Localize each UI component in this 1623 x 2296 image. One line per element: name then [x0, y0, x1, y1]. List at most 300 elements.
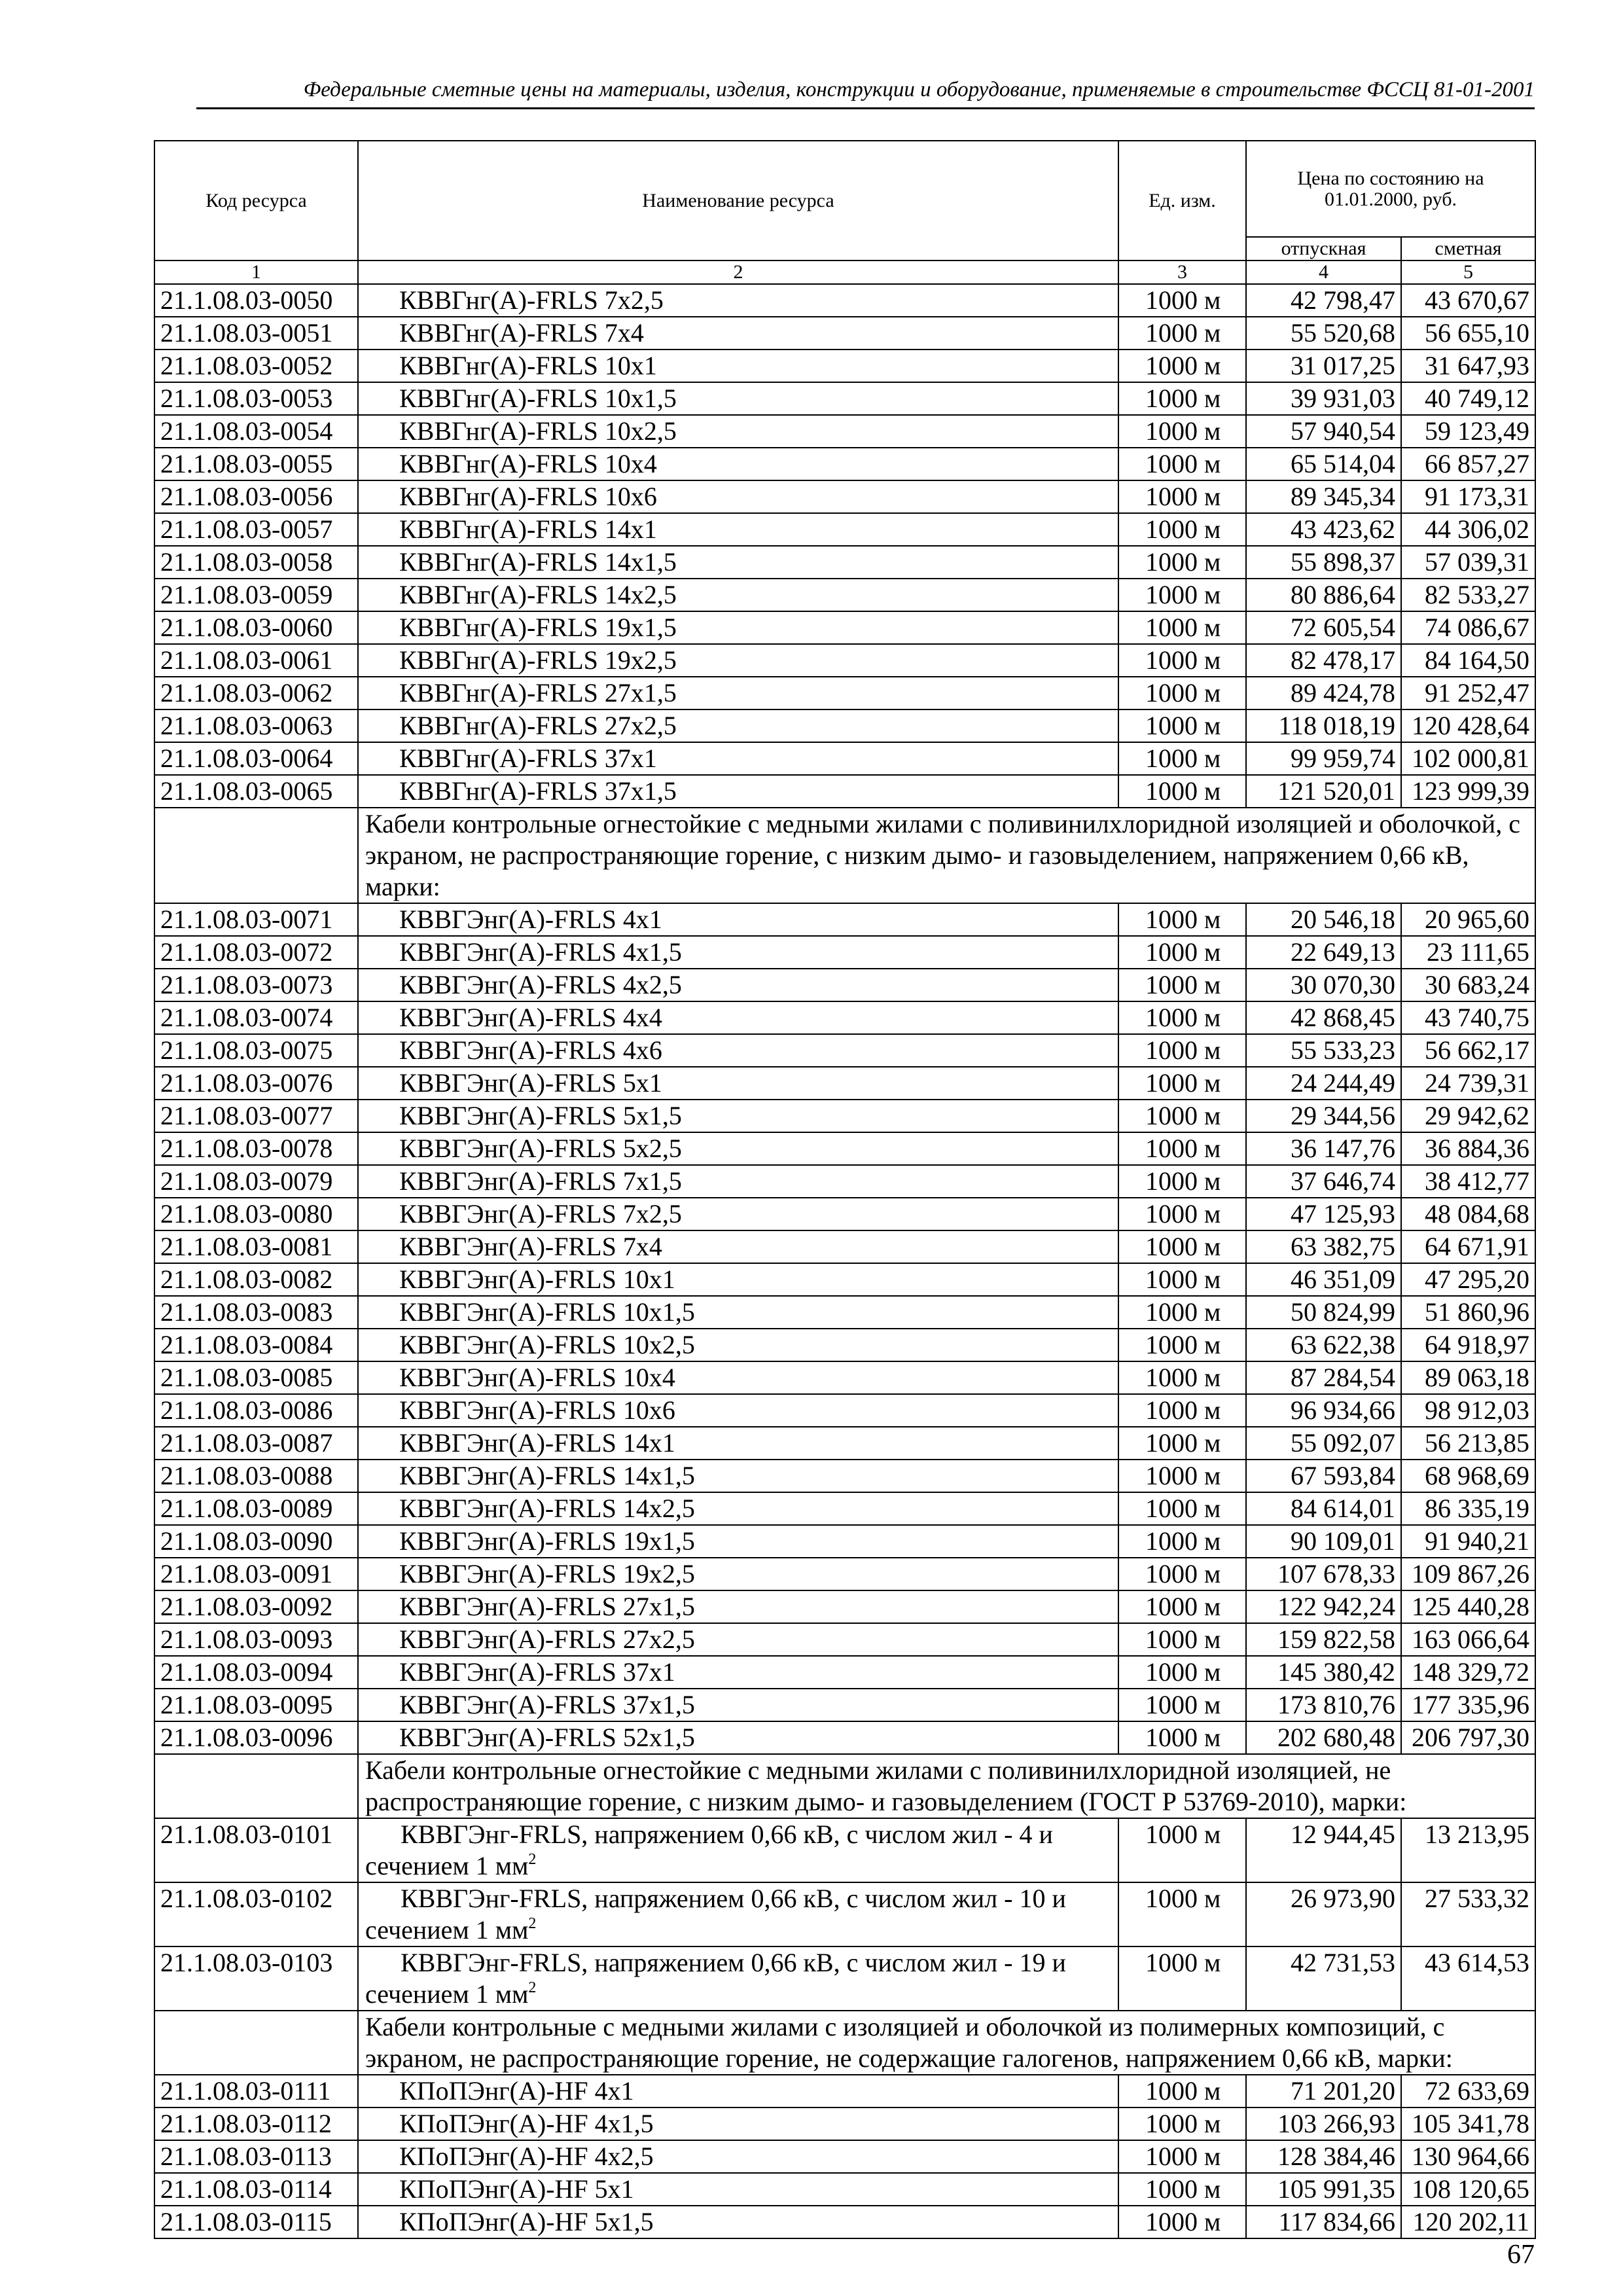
unit-of-measure: 1000 м: [1118, 1132, 1246, 1165]
table-row: [154, 2140, 1535, 2173]
table-row: [154, 579, 1535, 611]
price-table: [154, 140, 1536, 2239]
table-row: [154, 284, 1535, 317]
estimate-price: 123 999,39: [1401, 775, 1535, 808]
release-price: 55 898,37: [1246, 546, 1401, 579]
resource-name: КВВГЭнг(А)-FRLS 10х1,5: [358, 1296, 1118, 1329]
resource-name: КВВГнг(А)-FRLS 7х2,5: [358, 284, 1118, 317]
release-price: 50 824,99: [1246, 1296, 1401, 1329]
release-price: 55 092,07: [1246, 1427, 1401, 1460]
estimate-price: 98 912,03: [1401, 1394, 1535, 1427]
table-row: [154, 1296, 1535, 1329]
resource-code: 21.1.08.03-0085: [154, 1361, 358, 1394]
release-price: 145 380,42: [1246, 1656, 1401, 1689]
unit-superscript: 2: [528, 1979, 537, 1996]
resource-name: КВВГЭнг(А)-FRLS 19х2,5: [358, 1558, 1118, 1590]
resource-name: КВВГЭнг(А)-FRLS 19х1,5: [358, 1525, 1118, 1558]
resource-name: КВВГЭнг(А)-FRLS 27х2,5: [358, 1623, 1118, 1656]
unit-of-measure: 1000 м: [1118, 775, 1246, 808]
resource-code: 21.1.08.03-0060: [154, 611, 358, 644]
resource-name-main: КВВГЭнг-FRLS, напряжением 0,66 кВ, с числом жил - 10 и сечением 1 мм: [365, 1884, 1066, 1945]
table-row: [154, 903, 1535, 936]
estimate-price: 56 662,17: [1401, 1034, 1535, 1067]
estimate-price: 24 739,31: [1401, 1067, 1535, 1100]
resource-code: 21.1.08.03-0102: [154, 1882, 358, 1946]
release-price: 72 605,54: [1246, 611, 1401, 644]
estimate-price: 206 797,30: [1401, 1721, 1535, 1754]
estimate-price: 91 173,31: [1401, 480, 1535, 513]
release-price: 87 284,54: [1246, 1361, 1401, 1394]
unit-of-measure: 1000 м: [1118, 1689, 1246, 1721]
resource-name: КПоПЭнг(А)-HF 5х1,5: [358, 2206, 1118, 2238]
resource-code: 21.1.08.03-0063: [154, 709, 358, 742]
resource-code: 21.1.08.03-0062: [154, 677, 358, 709]
resource-name-text: [365, 1883, 1113, 1946]
resource-name: КВВГнг(А)-FRLS 19х2,5: [358, 644, 1118, 677]
column-number: 5: [1401, 260, 1535, 284]
unit-of-measure: 1000 м: [1118, 969, 1246, 1001]
section-empty-cell: [154, 808, 358, 903]
column-number: 4: [1246, 260, 1401, 284]
resource-name: КВВГнг(А)-FRLS 19х1,5: [358, 611, 1118, 644]
estimate-price: 66 857,27: [1401, 448, 1535, 480]
resource-code: 21.1.08.03-0071: [154, 903, 358, 936]
table-row: [154, 1818, 1535, 1882]
release-price: 71 201,20: [1246, 2075, 1401, 2108]
table-row: [154, 775, 1535, 808]
estimate-price: 38 412,77: [1401, 1165, 1535, 1198]
column-number: 2: [358, 260, 1118, 284]
unit-of-measure: 1000 м: [1118, 1558, 1246, 1590]
release-price: 117 834,66: [1246, 2206, 1401, 2238]
resource-code: 21.1.08.03-0084: [154, 1329, 358, 1361]
table-row: [154, 1067, 1535, 1100]
resource-name: КВВГнг(А)-FRLS 27х2,5: [358, 709, 1118, 742]
estimate-price: 20 965,60: [1401, 903, 1535, 936]
resource-code: 21.1.08.03-0093: [154, 1623, 358, 1656]
unit-of-measure: 1000 м: [1118, 1460, 1246, 1492]
estimate-price: 177 335,96: [1401, 1689, 1535, 1721]
unit-of-measure: 1000 м: [1118, 350, 1246, 382]
release-price: 118 018,19: [1246, 709, 1401, 742]
table-row: [154, 709, 1535, 742]
resource-name: КВВГЭнг(А)-FRLS 52х1,5: [358, 1721, 1118, 1754]
release-price: 107 678,33: [1246, 1558, 1401, 1590]
resource-name: КПоПЭнг(А)-HF 4х1,5: [358, 2108, 1118, 2140]
unit-of-measure: 1000 м: [1118, 1656, 1246, 1689]
resource-name: КВВГнг(А)-FRLS 10х6: [358, 480, 1118, 513]
unit-of-measure: 1000 м: [1118, 480, 1246, 513]
resource-name: КВВГнг(А)-FRLS 10х2,5: [358, 415, 1118, 448]
resource-code: 21.1.08.03-0075: [154, 1034, 358, 1067]
resource-name: КВВГнг(А)-FRLS 7х4: [358, 317, 1118, 350]
release-price: 47 125,93: [1246, 1198, 1401, 1230]
table-row: [154, 969, 1535, 1001]
column-number: 3: [1118, 260, 1246, 284]
resource-name: [358, 1946, 1118, 2011]
table-row: [154, 2075, 1535, 2108]
table-row: [154, 480, 1535, 513]
resource-name: КВВГнг(А)-FRLS 14х2,5: [358, 579, 1118, 611]
resource-name: КВВГЭнг(А)-FRLS 10х2,5: [358, 1329, 1118, 1361]
resource-code: 21.1.08.03-0059: [154, 579, 358, 611]
header-unit: Ед. изм.: [1118, 141, 1246, 260]
table-row: [154, 1132, 1535, 1165]
resource-code: 21.1.08.03-0103: [154, 1946, 358, 2011]
release-price: 105 991,35: [1246, 2173, 1401, 2206]
unit-of-measure: 1000 м: [1118, 1525, 1246, 1558]
unit-of-measure: 1000 м: [1118, 1001, 1246, 1034]
running-header: Федеральные сметные цены на материалы, изделия, конструкции и оборудование, применяемые в строительстве ФССЦ 81-01-2001: [303, 78, 1535, 101]
estimate-price: 31 647,93: [1401, 350, 1535, 382]
release-price: 80 886,64: [1246, 579, 1401, 611]
header-price: Цена по состоянию на 01.01.2000, руб.: [1246, 141, 1535, 237]
estimate-price: 109 867,26: [1401, 1558, 1535, 1590]
section-header-row: [154, 808, 1535, 903]
resource-code: 21.1.08.03-0090: [154, 1525, 358, 1558]
release-price: 103 266,93: [1246, 2108, 1401, 2140]
resource-name: КПоПЭнг(А)-HF 4х1: [358, 2075, 1118, 2108]
resource-name: КВВГЭнг(А)-FRLS 5х1,5: [358, 1100, 1118, 1132]
estimate-price: 148 329,72: [1401, 1656, 1535, 1689]
table-row: [154, 1230, 1535, 1263]
section-title: Кабели контрольные огнестойкие с медными жилами с поливинилхлоридной изоляцией, не распространяющие горение, с низким дымо- и газовыделением (ГОСТ Р 53769-2010), марки:: [358, 1754, 1535, 1818]
unit-of-measure: 1000 м: [1118, 2075, 1246, 2108]
resource-code: 21.1.08.03-0115: [154, 2206, 358, 2238]
section-header-row: [154, 1754, 1535, 1818]
estimate-price: 36 884,36: [1401, 1132, 1535, 1165]
table-row: [154, 2206, 1535, 2238]
resource-name-text: [365, 1947, 1113, 2010]
release-price: 37 646,74: [1246, 1165, 1401, 1198]
release-price: 121 520,01: [1246, 775, 1401, 808]
resource-name: КВВГЭнг(А)-FRLS 10х6: [358, 1394, 1118, 1427]
release-price: 96 934,66: [1246, 1394, 1401, 1427]
unit-of-measure: 1000 м: [1118, 1100, 1246, 1132]
estimate-price: 47 295,20: [1401, 1263, 1535, 1296]
resource-name: КВВГЭнг(А)-FRLS 10х1: [358, 1263, 1118, 1296]
unit-superscript: 2: [528, 1915, 537, 1932]
unit-of-measure: 1000 м: [1118, 1198, 1246, 1230]
unit-of-measure: 1000 м: [1118, 1623, 1246, 1656]
resource-code: 21.1.08.03-0058: [154, 546, 358, 579]
resource-name: КВВГнг(А)-FRLS 27х1,5: [358, 677, 1118, 709]
header-estimate: сметная: [1401, 237, 1535, 260]
resource-name: КВВГЭнг(А)-FRLS 14х1: [358, 1427, 1118, 1460]
release-price: 20 546,18: [1246, 903, 1401, 936]
release-price: 159 822,58: [1246, 1623, 1401, 1656]
estimate-price: 102 000,81: [1401, 742, 1535, 775]
unit-of-measure: 1000 м: [1118, 936, 1246, 969]
estimate-price: 120 202,11: [1401, 2206, 1535, 2238]
resource-name-main: КВВГЭнг-FRLS, напряжением 0,66 кВ, с числом жил - 4 и сечением 1 мм: [365, 1820, 1053, 1880]
resource-code: 21.1.08.03-0074: [154, 1001, 358, 1034]
unit-of-measure: 1000 м: [1118, 448, 1246, 480]
estimate-price: 27 533,32: [1401, 1882, 1535, 1946]
resource-name: КВВГнг(А)-FRLS 10х1,5: [358, 382, 1118, 415]
resource-code: 21.1.08.03-0101: [154, 1818, 358, 1882]
release-price: 89 345,34: [1246, 480, 1401, 513]
resource-name: КВВГЭнг(А)-FRLS 10х4: [358, 1361, 1118, 1394]
resource-name: КВВГЭнг(А)-FRLS 4х1: [358, 903, 1118, 936]
unit-of-measure: 1000 м: [1118, 2173, 1246, 2206]
unit-of-measure: 1000 м: [1118, 742, 1246, 775]
unit-of-measure: 1000 м: [1118, 415, 1246, 448]
release-price: 39 931,03: [1246, 382, 1401, 415]
estimate-price: 57 039,31: [1401, 546, 1535, 579]
unit-of-measure: 1000 м: [1118, 2206, 1246, 2238]
table-row: [154, 742, 1535, 775]
resource-code: 21.1.08.03-0111: [154, 2075, 358, 2108]
unit-of-measure: 1000 м: [1118, 513, 1246, 546]
estimate-price: 44 306,02: [1401, 513, 1535, 546]
estimate-price: 84 164,50: [1401, 644, 1535, 677]
resource-name: КВВГЭнг(А)-FRLS 7х1,5: [358, 1165, 1118, 1198]
section-title: Кабели контрольные с медными жилами с изоляцией и оболочкой из полимерных композиций, с экраном, не распространяющие горение, не содержащие галогенов, напряжением 0,66 кВ, марки:: [358, 2011, 1535, 2075]
release-price: 55 533,23: [1246, 1034, 1401, 1067]
resource-code: 21.1.08.03-0072: [154, 936, 358, 969]
resource-code: 21.1.08.03-0061: [154, 644, 358, 677]
estimate-price: 43 740,75: [1401, 1001, 1535, 1034]
estimate-price: 56 213,85: [1401, 1427, 1535, 1460]
estimate-price: 29 942,62: [1401, 1100, 1535, 1132]
resource-code: 21.1.08.03-0082: [154, 1263, 358, 1296]
table-row: [154, 448, 1535, 480]
resource-code: 21.1.08.03-0091: [154, 1558, 358, 1590]
release-price: 63 382,75: [1246, 1230, 1401, 1263]
unit-of-measure: 1000 м: [1118, 1067, 1246, 1100]
resource-name-text: [365, 1819, 1113, 1882]
table-row: [154, 1460, 1535, 1492]
section-empty-cell: [154, 2011, 358, 2075]
estimate-price: 30 683,24: [1401, 969, 1535, 1001]
release-price: 82 478,17: [1246, 644, 1401, 677]
release-price: 24 244,49: [1246, 1067, 1401, 1100]
release-price: 55 520,68: [1246, 317, 1401, 350]
estimate-price: 163 066,64: [1401, 1623, 1535, 1656]
resource-code: 21.1.08.03-0053: [154, 382, 358, 415]
resource-name: КВВГЭнг(А)-FRLS 4х1,5: [358, 936, 1118, 969]
header-name: Наименование ресурса: [358, 141, 1118, 260]
table-row: [154, 382, 1535, 415]
resource-code: 21.1.08.03-0083: [154, 1296, 358, 1329]
estimate-price: 105 341,78: [1401, 2108, 1535, 2140]
header-rule: [196, 107, 1535, 109]
release-price: 67 593,84: [1246, 1460, 1401, 1492]
estimate-price: 64 918,97: [1401, 1329, 1535, 1361]
resource-name: КВВГЭнг(А)-FRLS 37х1: [358, 1656, 1118, 1689]
estimate-price: 74 086,67: [1401, 611, 1535, 644]
release-price: 90 109,01: [1246, 1525, 1401, 1558]
unit-of-measure: 1000 м: [1118, 1394, 1246, 1427]
table-row: [154, 1558, 1535, 1590]
resource-name: КВВГнг(А)-FRLS 14х1,5: [358, 546, 1118, 579]
resource-code: 21.1.08.03-0114: [154, 2173, 358, 2206]
resource-code: 21.1.08.03-0056: [154, 480, 358, 513]
table-row: [154, 1198, 1535, 1230]
resource-name: КВВГЭнг(А)-FRLS 4х2,5: [358, 969, 1118, 1001]
resource-name-main: КВВГЭнг-FRLS, напряжением 0,66 кВ, с числом жил - 19 и сечением 1 мм: [365, 1948, 1066, 2009]
table-row: [154, 546, 1535, 579]
table-row: [154, 1001, 1535, 1034]
resource-code: 21.1.08.03-0086: [154, 1394, 358, 1427]
table-row: [154, 1590, 1535, 1623]
resource-name: КВВГнг(А)-FRLS 14х1: [358, 513, 1118, 546]
release-price: 99 959,74: [1246, 742, 1401, 775]
estimate-price: 51 860,96: [1401, 1296, 1535, 1329]
table-row: [154, 936, 1535, 969]
estimate-price: 91 940,21: [1401, 1525, 1535, 1558]
table-row: [154, 1525, 1535, 1558]
resource-code: 21.1.08.03-0096: [154, 1721, 358, 1754]
estimate-price: 64 671,91: [1401, 1230, 1535, 1263]
release-price: 42 798,47: [1246, 284, 1401, 317]
unit-of-measure: 1000 м: [1118, 1818, 1246, 1882]
resource-code: 21.1.08.03-0080: [154, 1198, 358, 1230]
header-code: Код ресурса: [154, 141, 358, 260]
resource-code: 21.1.08.03-0076: [154, 1067, 358, 1100]
unit-of-measure: 1000 м: [1118, 382, 1246, 415]
estimate-price: 56 655,10: [1401, 317, 1535, 350]
table-row: [154, 644, 1535, 677]
resource-name: КПоПЭнг(А)-HF 4х2,5: [358, 2140, 1118, 2173]
unit-of-measure: 1000 м: [1118, 2108, 1246, 2140]
release-price: 65 514,04: [1246, 448, 1401, 480]
release-price: 57 940,54: [1246, 415, 1401, 448]
unit-of-measure: 1000 м: [1118, 1230, 1246, 1263]
release-price: 36 147,76: [1246, 1132, 1401, 1165]
price-table-body: [154, 141, 1535, 2238]
resource-code: 21.1.08.03-0094: [154, 1656, 358, 1689]
resource-code: 21.1.08.03-0055: [154, 448, 358, 480]
resource-code: 21.1.08.03-0092: [154, 1590, 358, 1623]
resource-code: 21.1.08.03-0050: [154, 284, 358, 317]
table-row: [154, 1263, 1535, 1296]
table-row: [154, 1427, 1535, 1460]
unit-of-measure: 1000 м: [1118, 2140, 1246, 2173]
resource-name: КВВГЭнг(А)-FRLS 7х4: [358, 1230, 1118, 1263]
table-row: [154, 1329, 1535, 1361]
resource-code: 21.1.08.03-0065: [154, 775, 358, 808]
release-price: 84 614,01: [1246, 1492, 1401, 1525]
table-row: [154, 1946, 1535, 2011]
table-row: [154, 1623, 1535, 1656]
table-row: [154, 677, 1535, 709]
estimate-price: 43 614,53: [1401, 1946, 1535, 2011]
estimate-price: 120 428,64: [1401, 709, 1535, 742]
estimate-price: 43 670,67: [1401, 284, 1535, 317]
estimate-price: 91 252,47: [1401, 677, 1535, 709]
table-row: [154, 1165, 1535, 1198]
release-price: 31 017,25: [1246, 350, 1401, 382]
release-price: 12 944,45: [1246, 1818, 1401, 1882]
estimate-price: 68 968,69: [1401, 1460, 1535, 1492]
unit-of-measure: 1000 м: [1118, 1492, 1246, 1525]
estimate-price: 108 120,65: [1401, 2173, 1535, 2206]
resource-code: 21.1.08.03-0113: [154, 2140, 358, 2173]
unit-of-measure: 1000 м: [1118, 1034, 1246, 1067]
release-price: 30 070,30: [1246, 969, 1401, 1001]
resource-code: 21.1.08.03-0088: [154, 1460, 358, 1492]
resource-code: 21.1.08.03-0087: [154, 1427, 358, 1460]
unit-of-measure: 1000 м: [1118, 1263, 1246, 1296]
estimate-price: 86 335,19: [1401, 1492, 1535, 1525]
resource-code: 21.1.08.03-0073: [154, 969, 358, 1001]
section-title: Кабели контрольные огнестойкие с медными жилами с поливинилхлоридной изоляцией и оболочкой, с экраном, не распространяющие горение, с низким дымо- и газовыделением, напряжением 0,66 кВ, марки:: [358, 808, 1535, 903]
unit-of-measure: 1000 м: [1118, 611, 1246, 644]
table-row: [154, 415, 1535, 448]
table-row: [154, 1689, 1535, 1721]
unit-of-measure: 1000 м: [1118, 1361, 1246, 1394]
unit-of-measure: 1000 м: [1118, 1427, 1246, 1460]
table-row: [154, 1656, 1535, 1689]
unit-of-measure: 1000 м: [1118, 1721, 1246, 1754]
resource-code: 21.1.08.03-0051: [154, 317, 358, 350]
table-row: [154, 1394, 1535, 1427]
table-row: [154, 1361, 1535, 1394]
resource-code: 21.1.08.03-0078: [154, 1132, 358, 1165]
table-row: [154, 1100, 1535, 1132]
resource-name: КВВГЭнг(А)-FRLS 7х2,5: [358, 1198, 1118, 1230]
resource-code: 21.1.08.03-0064: [154, 742, 358, 775]
release-price: 202 680,48: [1246, 1721, 1401, 1754]
table-row: [154, 2108, 1535, 2140]
release-price: 43 423,62: [1246, 513, 1401, 546]
unit-of-measure: 1000 м: [1118, 1329, 1246, 1361]
column-number: 1: [154, 260, 358, 284]
resource-name: КВВГЭнг(А)-FRLS 14х2,5: [358, 1492, 1118, 1525]
unit-of-measure: 1000 м: [1118, 709, 1246, 742]
release-price: 122 942,24: [1246, 1590, 1401, 1623]
resource-code: 21.1.08.03-0095: [154, 1689, 358, 1721]
unit-of-measure: 1000 м: [1118, 644, 1246, 677]
resource-name: КВВГЭнг(А)-FRLS 5х1: [358, 1067, 1118, 1100]
resource-name: [358, 1818, 1118, 1882]
resource-name: [358, 1882, 1118, 1946]
release-price: 42 731,53: [1246, 1946, 1401, 2011]
resource-code: 21.1.08.03-0112: [154, 2108, 358, 2140]
release-price: 29 344,56: [1246, 1100, 1401, 1132]
estimate-price: 82 533,27: [1401, 579, 1535, 611]
resource-name: КВВГЭнг(А)-FRLS 5х2,5: [358, 1132, 1118, 1165]
release-price: 128 384,46: [1246, 2140, 1401, 2173]
resource-code: 21.1.08.03-0057: [154, 513, 358, 546]
resource-code: 21.1.08.03-0081: [154, 1230, 358, 1263]
estimate-price: 40 749,12: [1401, 382, 1535, 415]
release-price: 22 649,13: [1246, 936, 1401, 969]
header-release: отпускная: [1246, 237, 1401, 260]
table-row: [154, 1492, 1535, 1525]
estimate-price: 59 123,49: [1401, 415, 1535, 448]
estimate-price: 89 063,18: [1401, 1361, 1535, 1394]
resource-name: КВВГнг(А)-FRLS 37х1,5: [358, 775, 1118, 808]
table-row: [154, 2173, 1535, 2206]
resource-code: 21.1.08.03-0077: [154, 1100, 358, 1132]
release-price: 26 973,90: [1246, 1882, 1401, 1946]
estimate-price: 125 440,28: [1401, 1590, 1535, 1623]
unit-of-measure: 1000 м: [1118, 1590, 1246, 1623]
section-header-row: [154, 2011, 1535, 2075]
unit-of-measure: 1000 м: [1118, 1882, 1246, 1946]
table-row: [154, 611, 1535, 644]
unit-of-measure: 1000 м: [1118, 903, 1246, 936]
release-price: 63 622,38: [1246, 1329, 1401, 1361]
resource-name: КВВГЭнг(А)-FRLS 14х1,5: [358, 1460, 1118, 1492]
resource-name: КВВГЭнг(А)-FRLS 37х1,5: [358, 1689, 1118, 1721]
header-row: [154, 141, 1535, 237]
release-price: 173 810,76: [1246, 1689, 1401, 1721]
table-row: [154, 317, 1535, 350]
